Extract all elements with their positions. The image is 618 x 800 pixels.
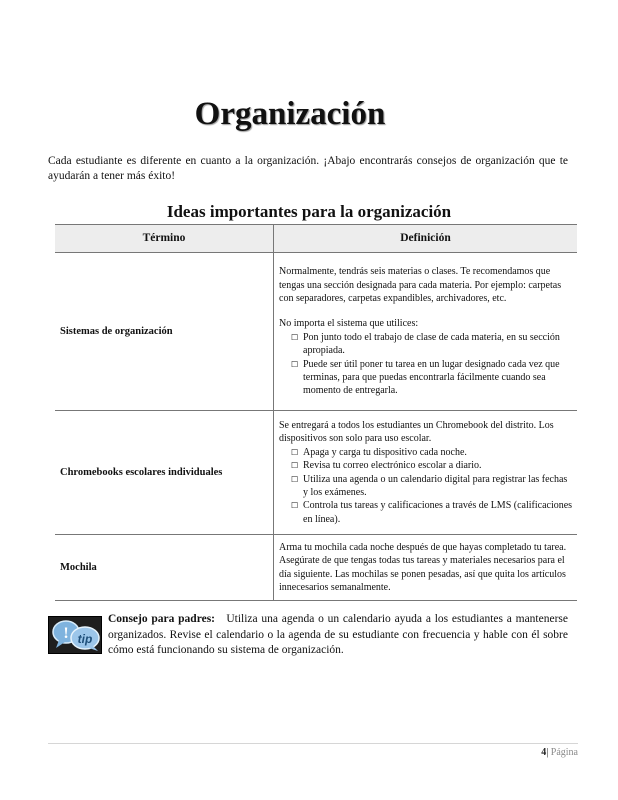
footer-divider — [48, 743, 578, 744]
page-footer — [541, 747, 578, 758]
definition-text: Arma tu mochila cada noche después de que hayas completado tu tarea. Asegúrate de que tengas todas tus tareas y materiales necesarios para el día siguiente. Las mochilas se ponen pesadas, así que quita los artículos innecesarios semanalmente. — [279, 541, 567, 593]
bullet-icon: ☐ — [291, 332, 299, 342]
list-item: ☐ Controla tus tareas y calificaciones a través de LMS (calificaciones en línea). — [291, 500, 573, 525]
header-term: Término — [55, 225, 274, 253]
definition-cell — [274, 411, 578, 535]
footer-separator: | — [546, 747, 549, 758]
list-item: ☐ Pon junto todo el trabajo de clase de cada materia, en su sección apropiada. — [291, 331, 560, 357]
tip-body: Utiliza una agenda o un calendario ayuda a los estudiantes a mantenerse organizados. Revise el calendario o la agenda de su estudiante con frecuencia y hable con él sobre cómo está funcionando su sistema de organización. — [108, 613, 568, 656]
page-title: Organización — [194, 96, 386, 132]
page-number: 4 — [541, 747, 547, 758]
term-cell: Mochila — [55, 535, 274, 601]
table-title: Ideas importantes para la organización — [166, 202, 452, 221]
table-row — [55, 411, 577, 535]
list-item: ☐ Puede ser útil poner tu tarea en un lugar designado cada vez que terminas, para que puedas encontrarla fácilmente cuando sea momento de entregarla. — [291, 358, 560, 397]
table-row — [55, 253, 577, 411]
definition-text: No importa el sistema que utilices: — [279, 318, 419, 330]
list-item: ☐ Revisa tu correo electrónico escolar a diario. — [291, 460, 482, 472]
ideas-table — [55, 224, 577, 601]
definition-text: Se entregará a todos los estudiantes un Chromebook del distrito. Los dispositivos son solo para uso escolar. — [279, 419, 554, 445]
svg-text:!: ! — [63, 625, 69, 642]
bullet-icon: ☐ — [291, 501, 299, 511]
bullet-icon: ☐ — [291, 461, 299, 471]
table-header-row — [55, 225, 577, 253]
bullet-icon: ☐ — [291, 474, 299, 484]
tip-label: Consejo para padres: — [108, 613, 216, 625]
term-cell: Chromebooks escolares individuales — [55, 411, 274, 535]
list-item: ☐ Utiliza una agenda o un calendario digital para registrar las fechas y los exámenes. — [291, 473, 568, 498]
tip-text-block — [108, 612, 568, 659]
bullet-list — [279, 446, 573, 526]
list-item: ☐ Apaga y carga tu dispositivo cada noche. — [291, 446, 467, 458]
page-word: Página — [550, 747, 578, 758]
svg-text:tip: tip — [77, 632, 93, 646]
term-cell: Sistemas de organización — [55, 253, 274, 411]
header-definition: Definición — [274, 225, 578, 253]
bullet-icon: ☐ — [291, 359, 299, 369]
definition-cell — [274, 535, 578, 601]
tip-speech-bubbles-icon — [48, 616, 102, 654]
table-row — [55, 535, 577, 601]
definition-text: Normalmente, tendrás seis materias o clases. Te recomendamos que tengas una sección designada para cada materia. Por ejemplo: carpetas con separadores, carpetas expandibles, archivadores, etc. — [279, 266, 562, 304]
definition-cell — [274, 253, 578, 411]
bullet-list — [279, 331, 573, 398]
bullet-icon: ☐ — [291, 447, 299, 457]
intro-paragraph: Cada estudiante es diferente en cuanto a la organización. ¡Abajo encontrarás consejos de organización que te ayudarán a tener más éxito! — [48, 155, 568, 182]
